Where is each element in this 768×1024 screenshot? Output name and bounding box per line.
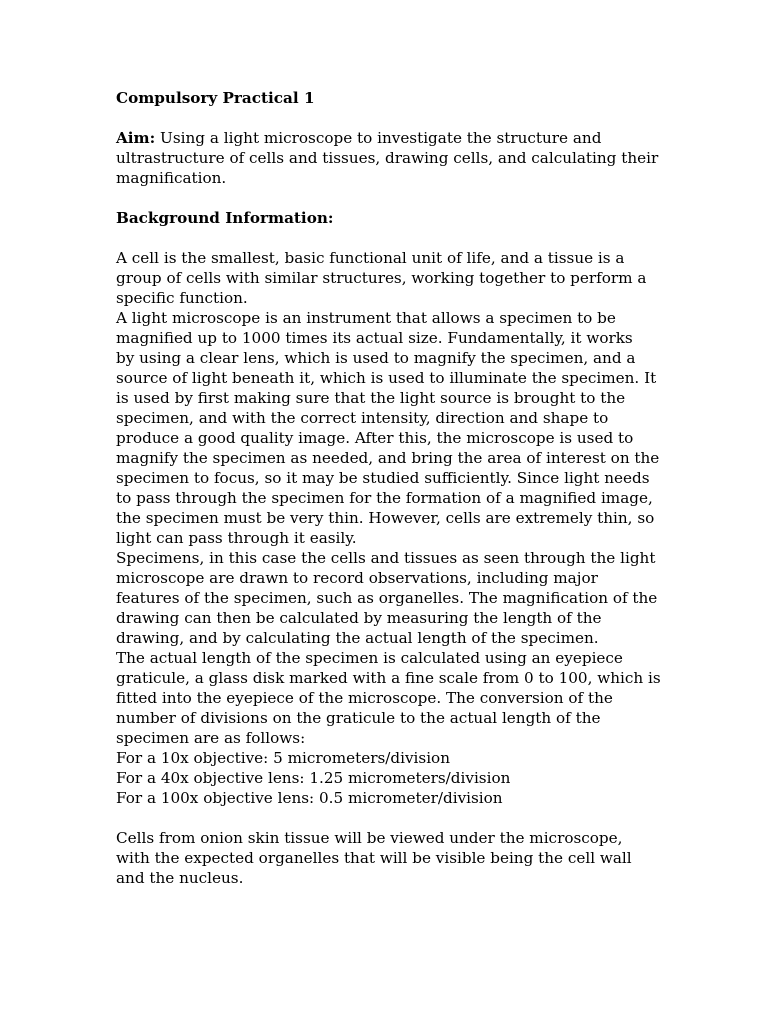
paragraph-line: graticule, a glass disk marked with a fine scale from 0 to 100, which is [116,669,661,687]
closing-line: with the expected organelles that will be visible being the cell wall [116,849,632,867]
background-paragraph [116,248,676,808]
paragraph-line: For a 10x objective: 5 micrometers/division [116,749,450,767]
paragraph-line: number of divisions on the graticule to the actual length of the [116,709,601,727]
paragraph-line: to pass through the specimen for the formation of a magnified image, [116,489,653,507]
paragraph-line: specimen are as follows: [116,729,306,747]
aim-label: Aim: [116,129,156,147]
aim-line-2: ultrastructure of cells and tissues, drawing cells, and calculating their [116,149,659,167]
paragraph-line: microscope are drawn to record observations, including major [116,569,598,587]
closing-line: and the nucleus. [116,869,244,887]
spacer [116,808,676,828]
paragraph-line: magnified up to 1000 times its actual size. Fundamentally, it works [116,329,633,347]
paragraph-line: the specimen must be very thin. However, cells are extremely thin, so [116,509,655,527]
paragraph-line: specific function. [116,289,248,307]
aim-text-1: Using a light microscope to investigate the structure and [155,129,602,147]
spacer [116,228,676,248]
closing-paragraph [116,828,676,888]
paragraph-line: A cell is the smallest, basic functional unit of life, and a tissue is a [116,249,625,267]
paragraph-line: specimen, and with the correct intensity, direction and shape to [116,409,609,427]
paragraph-line: features of the specimen, such as organelles. The magnification of the [116,589,658,607]
paragraph-line: light can pass through it easily. [116,529,357,547]
document-title: Compulsory Practical 1 [116,89,315,107]
paragraph-line: A light microscope is an instrument that allows a specimen to be [116,309,616,327]
paragraph-line: For a 40x objective lens: 1.25 micrometers/division [116,769,511,787]
document-page [116,88,676,888]
paragraph-line: group of cells with similar structures, working together to perform a [116,269,647,287]
background-heading: Background Information: [116,209,334,227]
spacer [116,108,676,128]
paragraph-line: drawing, and by calculating the actual length of the specimen. [116,629,599,647]
paragraph-line: For a 100x objective lens: 0.5 micrometer/division [116,789,503,807]
paragraph-line: is used by first making sure that the light source is brought to the [116,389,626,407]
aim-section [116,128,676,188]
paragraph-line: drawing can then be calculated by measuring the length of the [116,609,602,627]
paragraph-line: source of light beneath it, which is used to illuminate the specimen. It [116,369,657,387]
paragraph-line: Specimens, in this case the cells and tissues as seen through the light [116,549,656,567]
closing-line: Cells from onion skin tissue will be viewed under the microscope, [116,829,623,847]
aim-line-1 [116,128,676,148]
aim-line-3: magnification. [116,169,227,187]
paragraph-line: specimen to focus, so it may be studied sufficiently. Since light needs [116,469,650,487]
spacer [116,188,676,208]
paragraph-line: fitted into the eyepiece of the microscope. The conversion of the [116,689,613,707]
paragraph-line: magnify the specimen as needed, and bring the area of interest on the [116,449,660,467]
paragraph-line: by using a clear lens, which is used to magnify the specimen, and a [116,349,636,367]
paragraph-line: The actual length of the specimen is calculated using an eyepiece [116,649,623,667]
paragraph-line: produce a good quality image. After this, the microscope is used to [116,429,634,447]
